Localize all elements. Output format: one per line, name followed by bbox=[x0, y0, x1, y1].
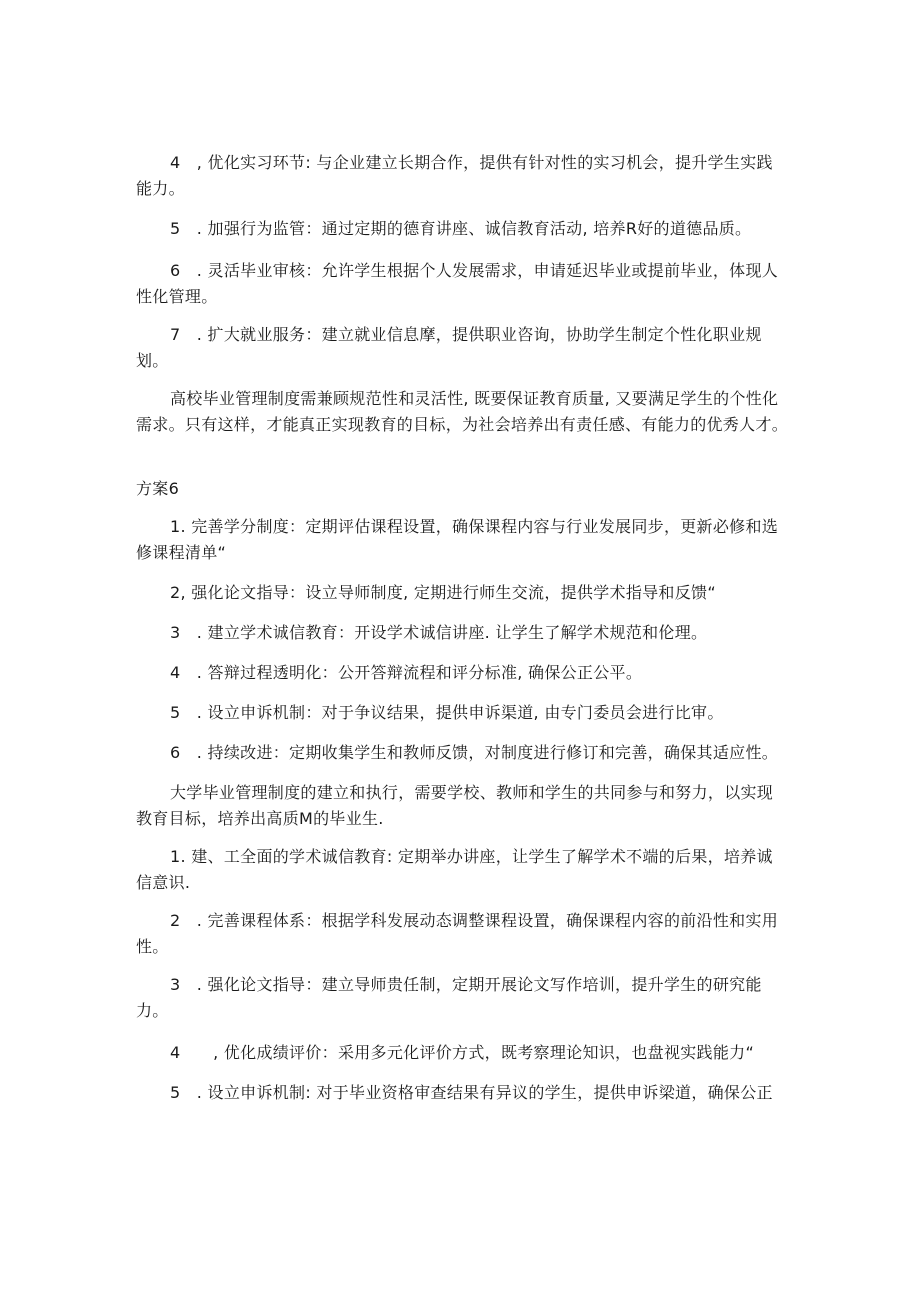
paragraph-plan6-item-1: 1. 完善学分制度：定期评估课程设置，确保课程内容与行业发展同步，更新必修和选修课程清单“ bbox=[136, 517, 779, 562]
paragraph-practice-item-6: 6 . 灵活毕业审核：允许学生根据个人发展需求，申请延迟毕业或提前毕业，体现人性化管理。 bbox=[136, 261, 779, 306]
paragraph-plan6-item-5: 5 . 设立申诉机制：对于争议结果，提供申诉渠道, 由专门委员会进行比审。 bbox=[170, 703, 724, 722]
paragraph-list-item-4: 4 , 优化成绩评价：采用多元化评价方式，既考察理论知识，也盘视实践能力“ bbox=[170, 1043, 755, 1062]
paragraph-plan6-item-6: 6 . 持续改进：定期收集学生和教师反馈，对制度进行修订和完善，确保其适应性。 bbox=[170, 743, 779, 762]
paragraph-list-item-1: 1. 建、工全面的学术诚信教育: 定期举办讲座，让学生了解学术不端的后果，培养诚信意识. bbox=[136, 847, 773, 892]
paragraph-practice-item-5: 5 . 加强行为监管：通过定期的德育讲座、诚信教育活动, 培养R好的道德品质。 bbox=[170, 219, 752, 238]
paragraph-practice-item-4: 4 , 优化实习环节: 与企业建立长期合作，提供有针对性的实习机会，提升学生实践能力。 bbox=[136, 153, 773, 198]
paragraph-list-item-2: 2 . 完善课程体系：根据学科发展动态调整课程设置，确保课程内容的前沿性和实用性。 bbox=[136, 911, 779, 956]
paragraph-plan6-item-4: 4 . 答辩过程透明化：公开答辩流程和评分标准, 确保公正公平。 bbox=[170, 663, 643, 682]
paragraph-summary-1: 高校毕业管理制度需兼顾规范性和灵活性, 既要保证教育质量, 又要满足学生的个性化需求。只有这样，才能真正实现教育的目标，为社会培养出有责任感、有能力的优秀人才。 bbox=[136, 389, 789, 434]
paragraph-plan6-item-2: 2, 强化论文指导：设立导师制度, 定期进行师生交流，提供学术指导和反馈“ bbox=[170, 583, 716, 602]
paragraph-list-item-5: 5 . 设立申诉机制: 对于毕业资格审查结果有异议的学生，提供申诉梁道，确保公正 bbox=[170, 1083, 773, 1102]
paragraph-plan6-item-3: 3 . 建立学术诚信教育：开设学术诚信讲座. 让学生了解学术规范和伦理。 bbox=[170, 623, 708, 642]
section-heading-plan-6: 方案6 bbox=[136, 479, 180, 498]
paragraph-list-item-3: 3 . 强化论文指导：建立导师贵任制，定期开展论文写作培训，提升学生的研究能力。 bbox=[136, 975, 762, 1020]
paragraph-practice-item-7: 7 . 扩大就业服务：建立就业信息摩，提供职业咨询，协助学生制定个性化职业规划。 bbox=[136, 325, 762, 370]
paragraph-summary-2: 大学毕业管理制度的建立和执行，需要学校、教师和学生的共同参与和努力，以实现教育目标，培养出高质M的毕业生. bbox=[136, 783, 774, 828]
